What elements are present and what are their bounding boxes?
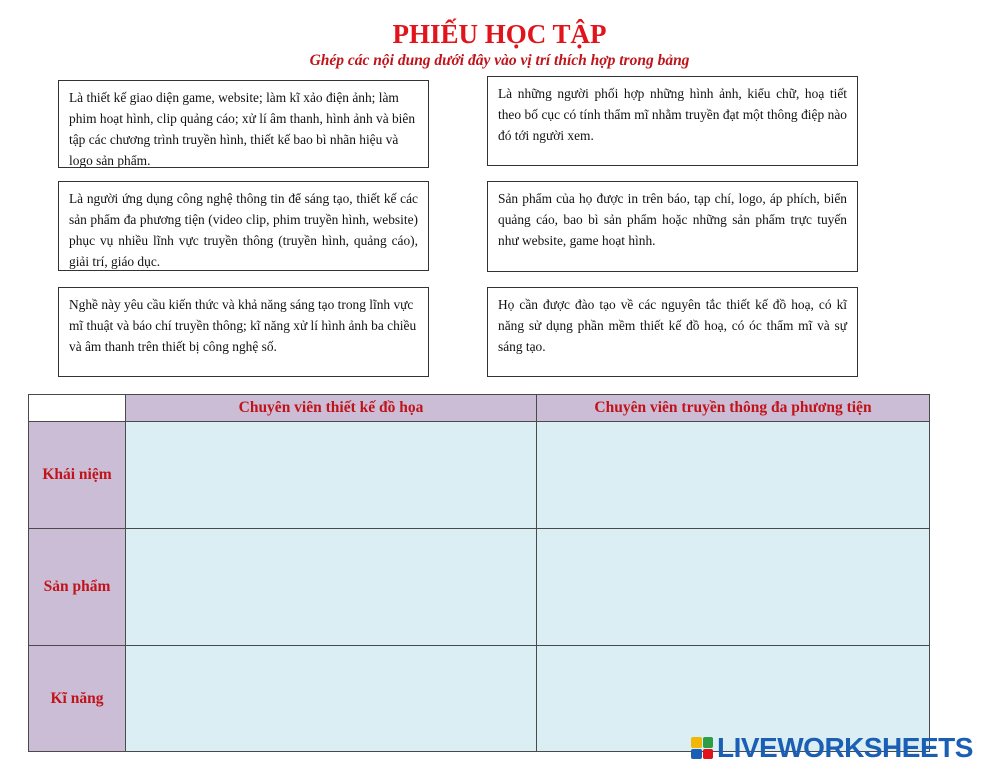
drop-zone-concept-multimedia[interactable]: [537, 422, 930, 529]
drag-card-1[interactable]: Là thiết kế giao diện game, website; làm kĩ xảo điện ảnh; làm phim hoạt hình, clip quảng cáo; xử lí âm thanh, hình ảnh và biên tập các chương trình truyền hình, thiết kế bao bì nhãn hiệu và logo sản phẩm.: [58, 80, 429, 168]
drop-zone-product-graphic[interactable]: [126, 529, 537, 646]
logo-square-icon: [703, 749, 714, 760]
page-title: PHIẾU HỌC TẬP: [392, 19, 607, 49]
matching-table: [28, 394, 930, 752]
logo-square-icon: [691, 737, 702, 748]
logo-text: LIVEWORKSHEETS: [717, 732, 973, 763]
column-header-graphic-designer: Chuyên viên thiết kế đồ họa: [126, 395, 537, 422]
drop-zone-concept-graphic[interactable]: [126, 422, 537, 529]
drop-zone-skill-graphic[interactable]: [126, 646, 537, 752]
column-header-multimedia-specialist: Chuyên viên truyền thông đa phương tiện: [537, 395, 930, 422]
row-header-product: Sản phẩm: [29, 529, 126, 646]
drop-zone-product-multimedia[interactable]: [537, 529, 930, 646]
logo-square-icon: [691, 749, 702, 760]
logo-mark-icon: [691, 737, 713, 759]
liveworksheets-logo: [691, 733, 973, 763]
page-instruction: Ghép các nội dung dưới đây vào vị trí thích hợp trong bảng: [309, 52, 690, 69]
row-header-skill: Kĩ năng: [29, 646, 126, 752]
row-header-concept: Khái niệm: [29, 422, 126, 529]
drag-card-2[interactable]: Là những người phối hợp những hình ảnh, kiểu chữ, hoạ tiết theo bố cục có tính thẩm mĩ nhằm truyền đạt một thông điệp nào đó tới người xem.: [487, 76, 858, 166]
table-corner-cell: [29, 395, 126, 422]
drag-card-6[interactable]: Họ cần được đào tạo về các nguyên tắc thiết kế đồ hoạ, có kĩ năng sử dụng phần mềm thiết kế đồ hoạ, có óc thẩm mĩ và sự sáng tạo.: [487, 287, 858, 377]
drag-card-3[interactable]: Là người ứng dụng công nghệ thông tin để sáng tạo, thiết kế các sản phẩm đa phương tiện (video clip, phim truyền hình, website) phục vụ nhiều lĩnh vực truyền thông (truyền hình, quảng cáo), giải trí, giáo dục.: [58, 181, 429, 271]
drag-card-5[interactable]: Nghề này yêu cầu kiến thức và khả năng sáng tạo trong lĩnh vực mĩ thuật và báo chí truyền thông; kĩ năng xử lí hình ảnh ba chiều và âm thanh trên thiết bị công nghệ số.: [58, 287, 429, 377]
logo-square-icon: [703, 737, 714, 748]
drag-card-4[interactable]: Sản phẩm của họ được in trên báo, tạp chí, logo, áp phích, biển quảng cáo, bao bì sản phẩm hoặc những sản phẩm trực tuyến như website, game hoạt hình.: [487, 181, 858, 272]
